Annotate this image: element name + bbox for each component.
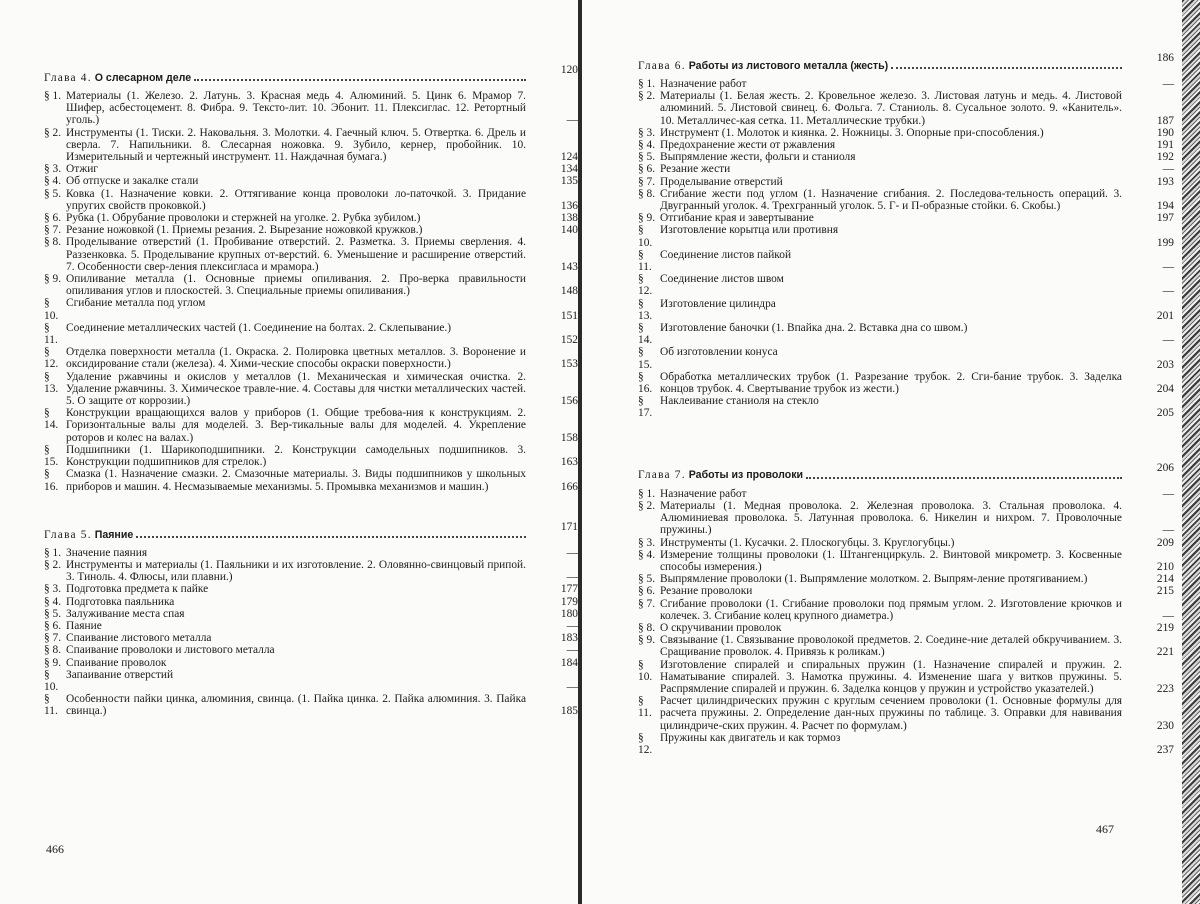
toc-entry [44, 607, 578, 620]
section-title: Изготовление спиралей и спиральных пружин (1. Назначение спиралей и пружин. 2. Наматывание спиралей. 3. Намотка пружины. 4. Изменение шага у витков пружины. 5. Распрямление спиралей и пружин. 6. Заделка концов у пружин и устройство указателей.) [660, 658, 1122, 695]
section-number: § 7. [638, 175, 656, 188]
section-title: Подшипники (1. Шарикоподшипники. 2. Конструкции самодельных подшипников. 3. Конструкции подшипников для стрелок.) [66, 443, 526, 469]
toc-entry [638, 621, 1174, 634]
section-number: § 5. [44, 607, 62, 620]
chapter-page-number: 171 [560, 520, 578, 533]
section-page-number: 204 [1156, 383, 1174, 396]
section-title: Удаление ржавчины и окислов у металлов (1. Механическая и химическая очистка. 2. Удаление ржавчины. 3. Химическое травле-ние. 4. Составы для чистки металлических частей. 5. О защите от коррозии.) [66, 370, 526, 408]
section-title: Сгибание металла под углом [66, 297, 206, 310]
section-number: § 12. [638, 731, 653, 756]
toc-entry [44, 619, 578, 632]
chapter-page-number: 186 [1156, 52, 1174, 64]
dot-leader [194, 79, 526, 81]
section-number: § 12. [44, 346, 59, 371]
toc-entry [638, 548, 1174, 573]
section-number: § 9. [44, 273, 62, 286]
section-number: § 3. [44, 163, 62, 176]
section-page-number: 201 [1156, 309, 1174, 322]
section-title: Материалы (1. Белая жесть. 2. Кровельное железо. 3. Листовая латунь и медь. 4. Листовой алюминий. 5. Листовой свинец. 6. Фольга. 7. Станиоль. 8. Сусальное золото. 9. «Канитель». 10. Металличес-кая сетка. 11. Металлические трубки.) [660, 90, 1122, 127]
section-page-number: — [566, 546, 578, 559]
section-number: § 9. [638, 634, 656, 647]
section-number: § 4. [638, 548, 656, 561]
section-number: § 10. [638, 658, 653, 683]
toc-entry [638, 273, 1174, 298]
section-number: § 3. [638, 126, 656, 139]
chapter-page-number: 120 [560, 64, 578, 76]
section-title: Инструменты и материалы (1. Паяльники и их изготовление. 2. Оловянно-свинцовый припой. 3. Тиноль. 4. Флюсы, или плавни.) [66, 558, 526, 584]
toc-entry [44, 693, 578, 718]
section-number: § 7. [638, 597, 656, 610]
section-page-number: 219 [1156, 621, 1174, 634]
toc-entry [638, 163, 1174, 176]
section-page-number: — [566, 644, 578, 657]
section-page-number: 134 [560, 163, 578, 176]
section-title: Отделка поверхности металла (1. Окраска. 2. Полировка цветных металлов. 3. Воронение и оксидирование стали (железа). 4. Хими-ческие способы окраски поверхности.) [66, 346, 526, 371]
section-title: Выпрямление проволоки (1. Выпрямление молотком. 2. Выпрям-ление протягиванием.) [660, 573, 1088, 586]
toc-entry [638, 175, 1174, 188]
chapter-label: Глава 7. [638, 469, 686, 482]
section-page-number: 210 [1156, 560, 1174, 573]
section-title: Подготовка паяльника [66, 595, 175, 608]
section-page-number: 185 [560, 705, 578, 718]
section-number: § 1. [44, 546, 62, 559]
chapter-page-number: 206 [1156, 461, 1174, 474]
section-page-number: 180 [560, 607, 578, 620]
section-number: § 7. [44, 632, 62, 645]
left-page [0, 0, 578, 904]
section-number: § 8. [638, 621, 656, 634]
section-page-number: — [1162, 609, 1174, 622]
toc-entry [638, 139, 1174, 152]
chapter-title: О слесарном деле [94, 71, 192, 84]
section-page-number: 197 [1156, 212, 1174, 225]
chapter-title: Работы из проволоки [688, 469, 804, 482]
section-page-number: — [566, 571, 578, 584]
section-number: § 11. [44, 693, 58, 718]
section-title: Резание ножовкой (1. Приемы резания. 2. Вырезание ножовкой кружков.) [66, 224, 423, 237]
section-title: Отжиг [66, 163, 98, 176]
section-title: Конструкции вращающихся валов у приборов (1. Общие требова-ния к конструкциям. 2. Горизонтальные валы для моделей. 3. Вер-тикальные валы для моделей. 4. Укрепление роторов и колес на валах.) [66, 407, 526, 444]
section-number: § 7. [44, 224, 62, 237]
section-title: Смазка (1. Назначение смазки. 2. Смазочные материалы. 3. Виды подшипников у школьных приборов и машин. 4. Несмазываемые механизмы. 5. Промывка механизмов и машин.) [66, 468, 526, 493]
toc-entry [638, 658, 1174, 696]
section-page-number: — [1162, 524, 1174, 537]
section-number: § 9. [44, 656, 62, 669]
section-number: § 10. [44, 668, 59, 693]
toc-entry [44, 175, 578, 188]
section-title: Об отпуске и закалке стали [66, 175, 199, 188]
section-number: § 6. [638, 585, 656, 598]
section-page-number: 199 [1156, 236, 1174, 249]
section-page-number: 209 [1156, 536, 1174, 549]
toc-entry [638, 536, 1174, 549]
section-title: Соединение листов пайкой [660, 248, 792, 261]
section-title: Ковка (1. Назначение ковки. 2. Оттягивание конца проволоки ло-паточкой. 3. Придание упругих свойств проковкой.) [66, 187, 526, 212]
section-title: Отгибание края и завертывание [660, 212, 814, 225]
section-page-number: 184 [560, 656, 578, 669]
section-page-number: — [1162, 163, 1174, 176]
toc-entry [44, 443, 578, 469]
section-number: § 5. [638, 151, 656, 164]
section-title: Опиливание металла (1. Основные приемы опиливания. 2. Про-верка правильности опиливания углов и плоскостей. 3. Специальные приемы опиливания.) [66, 273, 526, 298]
toc-entry [638, 370, 1174, 396]
section-page-number: 191 [1156, 139, 1174, 152]
section-number: § 1. [44, 90, 62, 102]
section-title: Паяние [66, 619, 102, 632]
section-title: Соединение металлических частей (1. Соединение на болтах. 2. Склепывание.) [66, 321, 452, 334]
section-title: Инструменты (1. Тиски. 2. Наковальня. 3. Молотки. 4. Гаечный ключ. 5. Отвертка. 6. Дрель и сверла. 7. Напильники. 8. Слесарная ножовка. 9. Зубило, кернер, пробойник. 10. Измерительный и чертежный инструмент. 11. Наждачная бумага.) [66, 126, 526, 164]
toc-entry [638, 126, 1174, 139]
toc-entry [44, 163, 578, 176]
section-page-number: 223 [1156, 682, 1174, 695]
section-page-number: 140 [560, 224, 578, 237]
toc-entry [44, 595, 578, 608]
toc-entry [44, 187, 578, 212]
section-page-number: 153 [560, 358, 578, 371]
section-page-number: — [1162, 261, 1174, 274]
section-title: Связывание (1. Связывание проволокой предметов. 2. Соедине-ние деталей обкручиванием. 3. Сращивание проволок. 4. Привязь к роликам.) [660, 634, 1122, 659]
section-title: Обработка металлических трубок (1. Разрезание трубок. 2. Сги-бание трубок. 3. Заделка концов трубок. 4. Свертывание трубок из жести.) [660, 370, 1122, 396]
chapter-spacer [638, 420, 1122, 462]
toc-entry [638, 78, 1174, 90]
section-page-number: 148 [560, 285, 578, 298]
toc-entry [44, 273, 578, 298]
page-number-right: 467 [1096, 822, 1114, 836]
toc-entry [44, 321, 578, 347]
section-number: § 3. [638, 536, 656, 549]
section-page-number: 163 [560, 456, 578, 469]
toc-entry [638, 597, 1174, 622]
dot-leader [806, 477, 1122, 479]
section-number: § 8. [44, 644, 62, 657]
left-toc [44, 64, 578, 718]
section-page-number: 187 [1156, 114, 1174, 127]
section-title: Изготовление цилиндра [660, 297, 776, 310]
section-page-number: 151 [560, 309, 578, 322]
toc-entry [638, 151, 1174, 164]
section-page-number: — [1162, 285, 1174, 298]
section-number: § 15. [44, 443, 59, 469]
section-number: § 14. [44, 407, 59, 432]
section-title: Назначение работ [660, 78, 747, 90]
toc-entry [44, 346, 578, 371]
section-title: Материалы (1. Железо. 2. Латунь. 3. Красная медь 4. Алюминий. 5. Цинк 6. Мрамор 7. Шифер, асбестоцемент. 8. Фибра. 9. Тексто-лит. 10. Эбонит. 11. Плексиглас. 12. Ретортный уголь.) [66, 90, 526, 127]
section-number: § 11. [44, 321, 58, 347]
section-number: § 1. [638, 487, 656, 500]
toc-entry [44, 468, 578, 493]
section-number: § 1. [638, 78, 656, 90]
section-page-number: — [566, 114, 578, 127]
section-number: § 9. [638, 212, 656, 225]
toc-entry [638, 499, 1174, 537]
toc-entry [638, 322, 1174, 347]
section-title: Сгибание проволоки (1. Сгибание проволоки под прямым углом. 2. Изготовление крючков и колечек. 3. Сгибание колец крупного диаметра.) [660, 597, 1122, 622]
chapter-label: Глава 5. [44, 528, 92, 541]
section-page-number: 136 [560, 199, 578, 212]
section-number: § 15. [638, 346, 653, 371]
section-number: § 4. [44, 175, 62, 188]
section-page-number: 156 [560, 395, 578, 408]
section-number: § 16. [638, 370, 653, 396]
section-page-number: 205 [1156, 407, 1174, 420]
section-title: Залуживание места спая [66, 607, 185, 620]
section-title: Пружины как двигатель и как тормоз [660, 731, 841, 744]
page-number-left: 466 [46, 842, 64, 856]
toc-entry [638, 224, 1174, 249]
section-title: Выпрямление жести, фольги и станиоля [660, 151, 856, 164]
section-title: Сгибание жести под углом (1. Назначение сгибания. 2. Последова-тельность операций. 3. Двугранный уголок. 4. Трехгранный уголок. 5. Г- и П-образные стойки. 6. Скобы.) [660, 187, 1122, 213]
right-page [582, 0, 1182, 904]
section-page-number: — [1162, 487, 1174, 500]
section-number: § 12. [638, 273, 653, 298]
section-page-number: 143 [560, 260, 578, 273]
dot-leader [891, 67, 1122, 69]
toc-entry [638, 212, 1174, 225]
section-title: Изготовление баночки (1. Впайка дна. 2. Вставка дна со швом.) [660, 322, 968, 335]
section-title: Спаивание проволок [66, 656, 167, 669]
section-title: Запаивание отверстий [66, 668, 174, 681]
section-page-number: 135 [560, 175, 578, 188]
section-number: § 2. [638, 90, 656, 103]
section-number: § 14. [638, 322, 653, 347]
section-number: § 10. [638, 224, 653, 249]
toc-entry [44, 224, 578, 237]
section-title: Предохранение жести от ржавления [660, 139, 836, 152]
section-page-number: — [1162, 78, 1174, 90]
section-page-number: 152 [560, 334, 578, 347]
toc-entry [638, 695, 1174, 732]
chapter-spacer [44, 493, 526, 521]
section-title: Проделывание отверстий [660, 175, 783, 188]
section-number: § 3. [44, 583, 62, 596]
section-page-number: 177 [560, 583, 578, 596]
toc-entry [44, 236, 578, 273]
chapter-heading [44, 520, 578, 541]
section-title: Проделывание отверстий (1. Пробивание отверстий. 2. Разметка. 3. Приемы сверления. 4. Раззенковка. 5. Проделывание крупных от-верстий. 6. Уменьшение и расширение отверстий. 7. Особенности свер-ления плексигласа и мрамора.) [66, 236, 526, 273]
section-title: Об изготовлении конуса [660, 346, 778, 359]
toc-entry [44, 407, 578, 444]
section-title: Подготовка предмета к пайке [66, 583, 209, 596]
section-title: Назначение работ [660, 487, 747, 500]
toc-entry [44, 90, 578, 127]
section-number: § 11. [638, 248, 652, 274]
section-title: Особенности пайки цинка, алюминия, свинца. (1. Пайка цинка. 2. Пайка алюминия. 3. Пайка свинца.) [66, 693, 526, 718]
section-number: § 13. [44, 370, 59, 395]
toc-entry [44, 558, 578, 584]
section-number: § 16. [44, 468, 59, 493]
section-title: Резание проволоки [660, 585, 753, 598]
section-title: Резание жести [660, 163, 731, 176]
toc-entry [44, 583, 578, 596]
toc-entry [638, 573, 1174, 586]
section-page-number: 192 [1156, 151, 1174, 164]
section-page-number: 124 [560, 151, 578, 164]
right-toc [638, 52, 1174, 756]
dot-leader [136, 536, 526, 538]
section-number: § 6. [44, 619, 62, 632]
toc-entry [638, 187, 1174, 213]
section-title: Измерение толщины проволоки (1. Штангенциркуль. 2. Винтовой микрометр. 3. Косвенные способы измерения.) [660, 548, 1122, 573]
section-title: Наклеивание станиоля на стекло [660, 395, 819, 408]
chapter-heading [638, 461, 1174, 482]
section-title: Соединение листов швом [660, 273, 784, 286]
section-page-number: 230 [1156, 719, 1174, 732]
section-title: Инструменты (1. Кусачки. 2. Плоскогубцы. 3. Круглогубцы.) [660, 536, 955, 549]
section-title: Инструмент (1. Молоток и киянка. 2. Ножницы. 3. Опорные при-способления.) [660, 126, 1044, 139]
toc-entry [44, 370, 578, 408]
section-title: Спаивание проволоки и листового металла [66, 644, 275, 657]
section-number: § 11. [638, 695, 652, 720]
section-page-number: 190 [1156, 126, 1174, 139]
toc-entry [638, 731, 1174, 756]
section-page-number: 183 [560, 632, 578, 645]
section-number: § 5. [44, 187, 62, 200]
section-title: О скручивании проволок [660, 621, 782, 634]
section-page-number: 221 [1156, 646, 1174, 659]
section-page-number: — [566, 619, 578, 632]
section-number: § 8. [638, 187, 656, 200]
section-page-number: 214 [1156, 573, 1174, 586]
chapter-title: Работы из листового металла (жесть) [688, 59, 889, 72]
section-page-number: 166 [560, 480, 578, 493]
section-number: § 6. [638, 163, 656, 176]
chapter-label: Глава 4. [44, 71, 92, 84]
toc-entry [638, 585, 1174, 598]
toc-entry [44, 297, 578, 322]
section-number: § 2. [44, 558, 62, 571]
chapter-title: Паяние [94, 528, 134, 541]
toc-entry [44, 546, 578, 559]
section-title: Рубка (1. Обрубание проволоки и стержней на уголке. 2. Рубка зубилом.) [66, 212, 421, 225]
scan-edge [1182, 0, 1200, 904]
section-page-number: 237 [1156, 743, 1174, 756]
toc-entry [44, 212, 578, 225]
section-number: § 8. [44, 236, 62, 249]
toc-entry [638, 487, 1174, 500]
chapter-heading [638, 52, 1174, 72]
toc-entry [44, 668, 578, 693]
toc-entry [44, 632, 578, 645]
section-number: § 2. [638, 499, 656, 512]
section-number: § 13. [638, 297, 653, 322]
section-page-number: 203 [1156, 358, 1174, 371]
toc-entry [44, 644, 578, 657]
toc-entry [44, 126, 578, 164]
toc-entry [638, 395, 1174, 420]
section-number: § 2. [44, 126, 62, 139]
toc-entry [638, 634, 1174, 659]
section-title: Расчет цилиндрических пружин с круглым сечением проволоки (1. Основные формулы для расчета пружины. 2. Определение дан-ных пружины по таблице. 3. Оправки для навивания цилиндриче-ских пружин. 4. Расчет по формулам.) [660, 695, 1122, 732]
section-page-number: 193 [1156, 175, 1174, 188]
toc-entry [638, 346, 1174, 371]
section-number: § 10. [44, 297, 59, 322]
section-page-number: 215 [1156, 585, 1174, 598]
section-page-number: — [1162, 334, 1174, 347]
chapter-heading [44, 64, 578, 84]
section-title: Спаивание листового металла [66, 632, 212, 645]
toc-entry [44, 656, 578, 669]
section-title: Значение паяния [66, 546, 148, 559]
section-title: Материалы (1. Медная проволока. 2. Железная проволока. 3. Стальная проволока. 4. Алюминиевая проволока. 5. Латунная проволока. 6. Никелин и нихром. 7. Проволочные пружины.) [660, 499, 1122, 537]
section-page-number: — [566, 680, 578, 693]
section-number: § 4. [638, 139, 656, 152]
section-number: § 6. [44, 212, 62, 225]
toc-entry [638, 90, 1174, 127]
section-page-number: 194 [1156, 200, 1174, 213]
section-page-number: 179 [560, 595, 578, 608]
toc-entry [638, 297, 1174, 322]
section-number: § 17. [638, 395, 653, 420]
section-page-number: 138 [560, 212, 578, 225]
section-title: Изготовление корытца или противня [660, 224, 839, 237]
section-number: § 5. [638, 573, 656, 586]
chapter-label: Глава 6. [638, 59, 686, 72]
section-number: § 4. [44, 595, 62, 608]
toc-entry [638, 248, 1174, 274]
section-page-number: 158 [560, 431, 578, 444]
